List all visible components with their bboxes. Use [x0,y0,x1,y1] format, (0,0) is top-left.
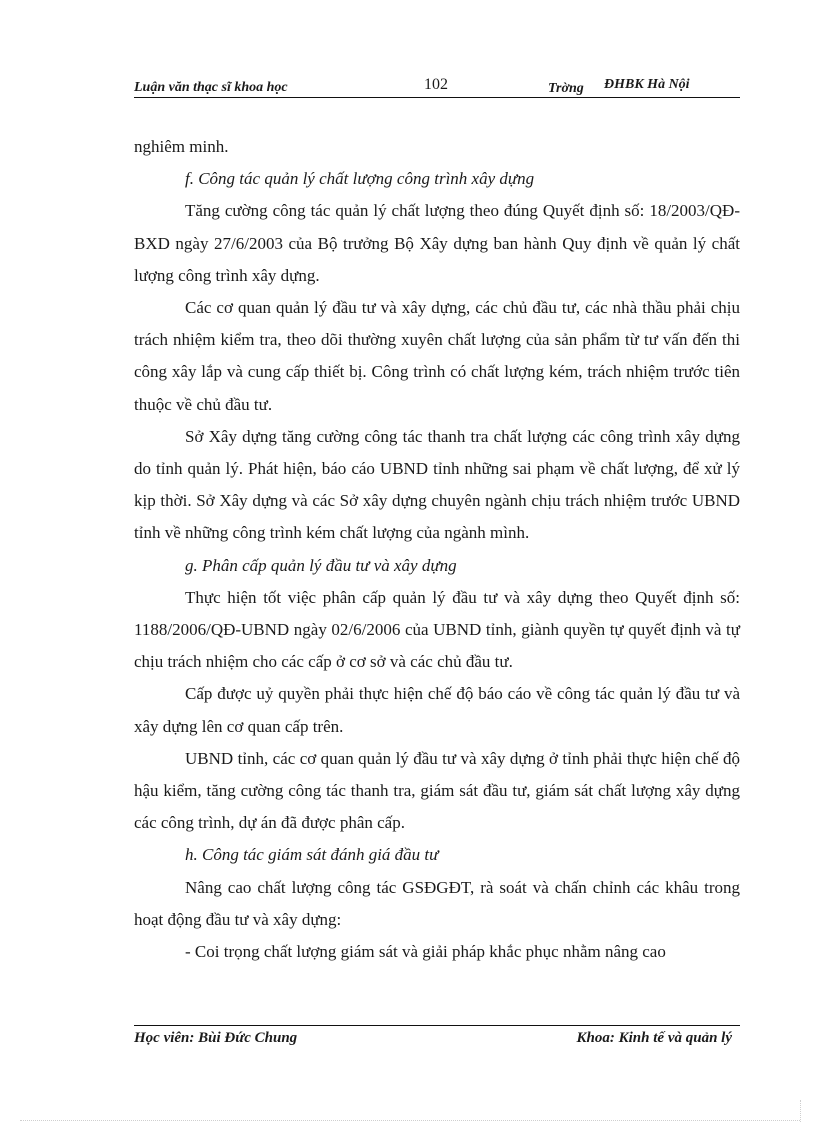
document-body [134,131,740,968]
paragraph: Cấp được uỷ quyền phải thực hiện chế độ báo cáo về công tác quản lý đầu tư và xây dựng lên cơ quan cấp trên. [134,684,740,736]
paragraph-continuation: nghiêm minh. [134,137,229,156]
section-heading-g: g. Phân cấp quản lý đầu tư và xây dựng [185,555,457,575]
header-university-name: ĐHBK Hà Nội [604,77,690,92]
paragraph: Các cơ quan quản lý đầu tư và xây dựng, các chủ đầu tư, các nhà thầu phải chịu trách nhiệm kiểm tra, theo dõi thường xuyên chất lượng của sản phẩm từ tư vấn đến thi công xây lắp và cung cấp thiết bị. Công trình có chất lượng kém, trách nhiệm trước tiên thuộc về chủ đầu tư. [134,298,740,414]
paragraph: - Coi trọng chất lượng giám sát và giải pháp khắc phục nhằm nâng cao [185,942,666,962]
page-corner-dotted-line [800,1100,801,1122]
page-footer [134,1030,732,1052]
page-number: 102 [424,76,448,93]
header-university-prefix: Trờng [548,81,584,96]
paragraph: Nâng cao chất lượng công tác GSĐGĐT, rà soát và chấn chỉnh các khâu trong hoạt động đầu tư và xây dựng: [134,877,740,929]
paragraph: Thực hiện tốt việc phân cấp quản lý đầu tư và xây dựng theo Quyết định số: 1188/2006/QĐ-UBND ngày 02/6/2006 của UBND tỉnh, giành quyền tự quyết định và tự chịu trách nhiệm cho các cấp ở cơ sở và các chủ đầu tư. [134,587,740,672]
section-heading-f: f. Công tác quản lý chất lượng công trình xây dựng [185,169,535,189]
paragraph: UBND tỉnh, các cơ quan quản lý đầu tư và xây dựng ở tỉnh phải thực hiện chế độ hậu kiểm, tăng cường công tác thanh tra, giám sát đầu tư, giám sát chất lượng xây dựng các công trình, dự án đã được phân cấp. [134,748,740,833]
header-rule [134,97,740,98]
footer-faculty: Khoa: Kinh tế và quản lý [576,1030,732,1046]
page-edge-dotted-line [20,1120,800,1121]
footer-student-name: Học viên: Bùi Đức Chung [134,1030,298,1046]
paragraph: Sở Xây dựng tăng cường công tác thanh tra chất lượng các công trình xây dựng do tỉnh quản lý. Phát hiện, báo cáo UBND tỉnh những sai phạm về chất lượng, để xử lý kịp thời. Sở Xây dựng và các Sở xây dựng chuyên ngành chịu trách nhiệm trước UBND tỉnh về những công trình kém chất lượng của ngành mình. [134,426,740,543]
footer-rule [134,1025,740,1026]
paragraph: Tăng cường công tác quản lý chất lượng theo đúng Quyết định số: 18/2003/QĐ-BXD ngày 27/6/2003 của Bộ trưởng Bộ Xây dựng ban hành Quy định về quản lý chất lượng công trình xây dựng. [134,201,740,285]
header-thesis-title: Luận văn thạc sĩ khoa học [134,80,288,95]
page-header [134,78,740,98]
section-heading-h: h. Công tác giám sát đánh giá đầu tư [185,845,439,865]
